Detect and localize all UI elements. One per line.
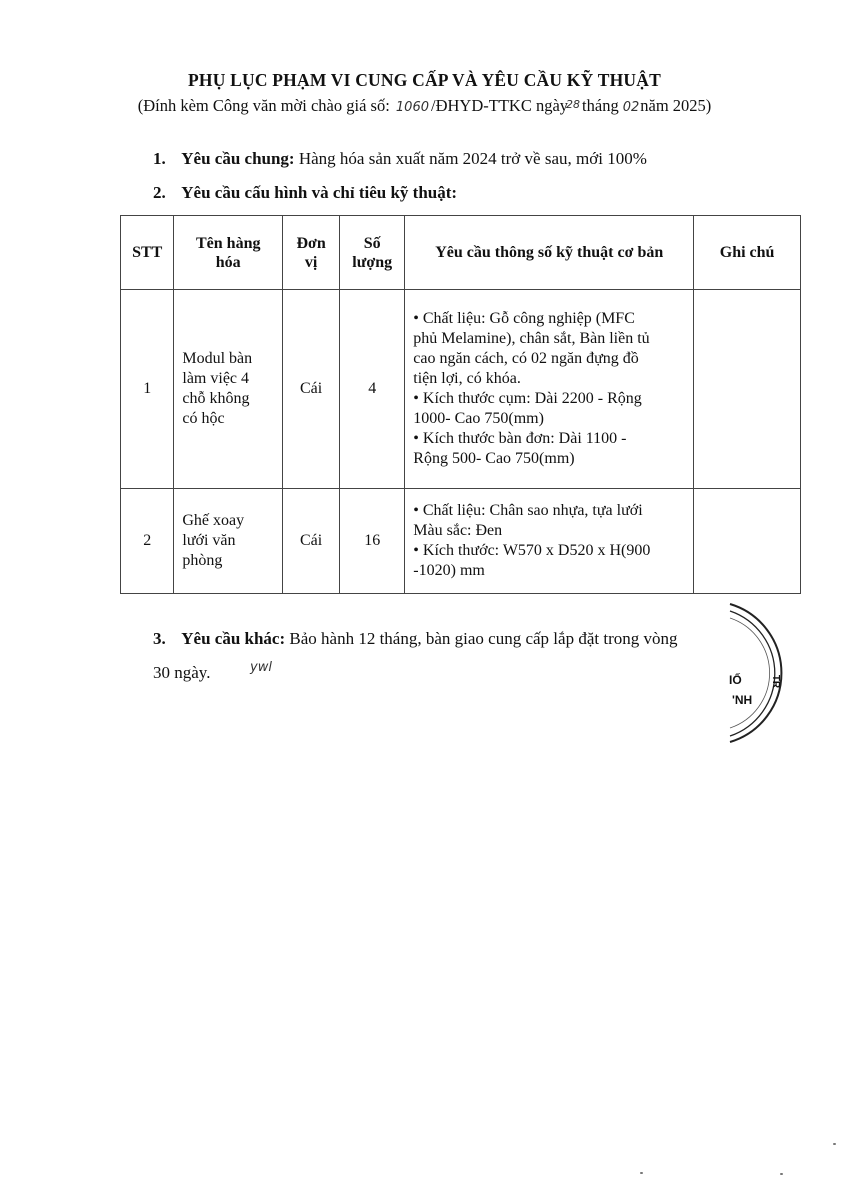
header-specification: Yêu cầu thông số kỹ thuật cơ bản bbox=[405, 216, 694, 290]
cell-note bbox=[694, 489, 801, 594]
handwritten-initials: ywl bbox=[250, 660, 272, 675]
table-row bbox=[121, 290, 801, 489]
section-number: 3. bbox=[153, 629, 166, 648]
subtitle-year: năm 2025) bbox=[640, 96, 712, 115]
cell-stt: 2 bbox=[121, 489, 174, 594]
cell-item-name bbox=[174, 489, 283, 594]
spec-line: • Kích thước bàn đơn: Dài 1100 - bbox=[413, 430, 627, 447]
cell-unit: Cái bbox=[283, 489, 340, 594]
spec-line: • Chất liệu: Gỗ công nghiệp (MFC bbox=[413, 310, 635, 327]
cell-unit: Cái bbox=[283, 290, 340, 489]
section-label: Yêu cầu chung: bbox=[181, 149, 295, 168]
stamp-arc-icon bbox=[690, 596, 790, 746]
header-line: hóa bbox=[215, 253, 241, 271]
cell-stt: 1 bbox=[121, 290, 174, 489]
name-line: làm việc 4 bbox=[182, 370, 250, 387]
cell-note bbox=[694, 290, 801, 489]
handwritten-document-number: 1060 bbox=[395, 100, 429, 115]
name-line: Ghế xoay bbox=[182, 512, 245, 529]
cell-specification bbox=[405, 489, 694, 594]
header-unit bbox=[283, 216, 340, 290]
scan-speck bbox=[780, 1173, 783, 1175]
spec-line: cao ngăn cách, có 02 ngăn đựng đồ bbox=[413, 350, 639, 367]
header-item-name bbox=[174, 216, 283, 290]
spec-line: phủ Melamine), chân sắt, Bàn liền tủ bbox=[413, 330, 650, 347]
handwritten-day: 28 bbox=[566, 98, 581, 111]
section-general-requirements bbox=[153, 149, 647, 169]
header-note: Ghi chú bbox=[694, 216, 801, 290]
section-text: Bảo hành 12 tháng, bàn giao cung cấp lắp đặt trong vòng bbox=[289, 629, 678, 648]
handwritten-month: 02 bbox=[622, 100, 640, 115]
section-number: 2. bbox=[153, 183, 166, 202]
specification-table bbox=[120, 215, 801, 594]
spec-line: 1000- Cao 750(mm) bbox=[413, 410, 544, 427]
name-line: chỗ không bbox=[182, 390, 250, 407]
section-text: Hàng hóa sản xuất năm 2024 trở về sau, mới 100% bbox=[298, 149, 647, 168]
stamp-text: TR bbox=[770, 674, 782, 689]
section-label: Yêu cầu cấu hình và chỉ tiêu kỹ thuật: bbox=[181, 183, 458, 202]
section-technical-requirements bbox=[153, 183, 457, 203]
header-quantity bbox=[340, 216, 405, 290]
scan-speck bbox=[640, 1172, 643, 1174]
document-subtitle bbox=[0, 96, 849, 116]
spec-line: • Kích thước cụm: Dài 2200 - Rộng bbox=[413, 390, 642, 407]
scan-speck bbox=[833, 1143, 836, 1145]
name-line: phòng bbox=[182, 552, 223, 569]
header-line: vị bbox=[304, 253, 318, 271]
header-line: Số bbox=[363, 234, 381, 252]
section-number: 1. bbox=[153, 149, 166, 168]
section-other-requirements bbox=[153, 622, 773, 690]
name-line: lưới văn bbox=[182, 532, 236, 549]
stamp-text: 'NH bbox=[732, 693, 753, 707]
table-row bbox=[121, 489, 801, 594]
cell-item-name bbox=[174, 290, 283, 489]
spec-line: • Kích thước: W570 x D520 x H(900 bbox=[413, 542, 651, 559]
section-text-continued: 30 ngày. bbox=[153, 663, 211, 682]
spec-line: -1020) mm bbox=[413, 562, 485, 579]
subtitle-prefix: (Đính kèm Công văn mời chào giá số: bbox=[137, 96, 390, 115]
spec-line: Màu sắc: Đen bbox=[413, 522, 503, 539]
header-line: Tên hàng bbox=[196, 234, 261, 252]
spec-line: tiện lợi, có khóa. bbox=[413, 370, 521, 387]
table-header-row bbox=[121, 216, 801, 290]
header-line: Đơn bbox=[296, 234, 326, 252]
spec-line: • Chất liệu: Chân sao nhựa, tựa lưới bbox=[413, 502, 643, 519]
cell-specification bbox=[405, 290, 694, 489]
subtitle-code: /ĐHYD-TTKC ngày bbox=[431, 96, 569, 115]
cell-quantity: 4 bbox=[340, 290, 405, 489]
spec-line: Rộng 500- Cao 750(mm) bbox=[413, 450, 575, 467]
stamp-text: IỐ bbox=[729, 673, 742, 687]
header-stt: STT bbox=[121, 216, 174, 290]
cell-quantity: 16 bbox=[340, 489, 405, 594]
header-line: lượng bbox=[352, 253, 393, 271]
document-title: PHỤ LỤC PHẠM VI CUNG CẤP VÀ YÊU CẦU KỸ THUẬT bbox=[188, 70, 661, 90]
section-label: Yêu cầu khác: bbox=[181, 629, 286, 648]
name-line: có hộc bbox=[182, 410, 225, 427]
subtitle-month-label: tháng bbox=[582, 96, 619, 115]
name-line: Modul bàn bbox=[182, 350, 253, 367]
